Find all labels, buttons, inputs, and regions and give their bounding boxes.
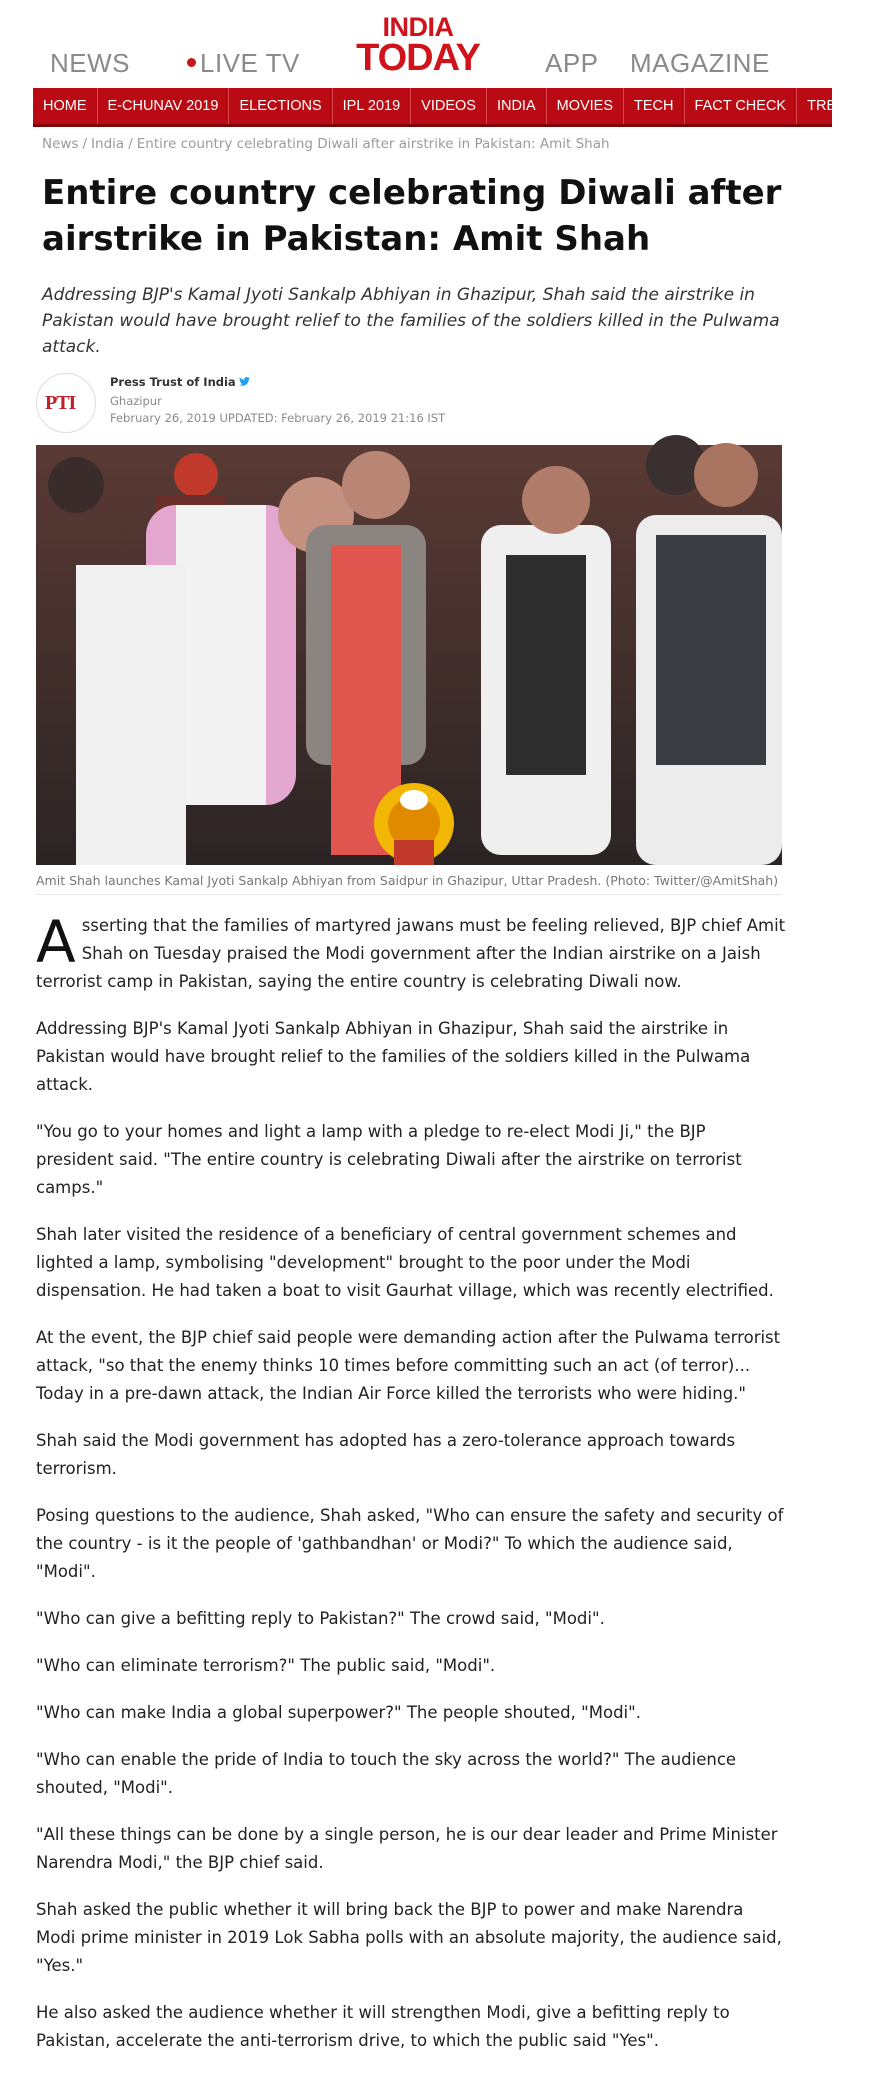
nav-item-fact-check[interactable]: FACT CHECK <box>685 88 798 124</box>
paragraph-9: "Who can eliminate terrorism?" The public said, "Modi". <box>36 1656 496 1675</box>
nav-item-trending[interactable]: TRENDING <box>807 98 883 114</box>
india-today-logo[interactable] <box>346 14 490 77</box>
main-navigation <box>33 88 883 127</box>
paragraph-10: "Who can make India a global superpower?" The people shouted, "Modi". <box>36 1703 641 1722</box>
paragraph-8: "Who can give a befitting reply to Pakistan?" The crowd said, "Modi". <box>36 1609 605 1628</box>
nav-item-tech[interactable]: TECH <box>624 88 684 124</box>
nav-app-link[interactable]: APP <box>545 48 599 78</box>
paragraph-11: "Who can enable the pride of India to touch the sky across the world?" The audience shouted, "Modi". <box>36 1750 737 1797</box>
paragraph-4: Shah later visited the residence of a beneficiary of central government schemes and lighted a lamp, symbolising "development" brought to the poor under the Modi dispensation. He had taken a boat to visit Gaurhat village, which was recently electrified. <box>36 1225 774 1300</box>
nav-magazine-link[interactable]: MAGAZINE <box>630 48 770 78</box>
breadcrumb-india[interactable]: India <box>91 136 125 152</box>
caption-divider <box>36 894 782 895</box>
nav-item-home[interactable]: HOME <box>33 88 98 124</box>
article-byline <box>36 373 736 437</box>
nav-item-india[interactable]: INDIA <box>487 88 547 124</box>
photo-caption: Amit Shah launches Kamal Jyoti Sankalp Abhiyan from Saidpur in Ghazipur, Uttar Pradesh. (Photo: Twitter/@AmitShah) <box>36 873 779 888</box>
paragraph-5: At the event, the BJP chief said people were demanding action after the Pulwama terrorist attack, "so that the enemy thinks 10 times before committing such an act (of terror)... Today in a pre-dawn attack, the Indian Air Force killed the terrorists who were hiding." <box>36 1328 781 1403</box>
logo-line-2: TODAY <box>356 37 480 79</box>
author-name: Press Trust of India <box>110 375 236 389</box>
article-body <box>36 908 786 2074</box>
paragraph-6: Shah said the Modi government has adopted has a zero-tolerance approach towards terrorism. <box>36 1431 736 1478</box>
nav-item-movies[interactable]: MOVIES <box>547 88 624 124</box>
paragraph-14: He also asked the audience whether it will strengthen Modi, give a befitting reply to Pakistan, accelerate the anti-terrorism drive, to which the public said "Yes". <box>36 2003 730 2050</box>
nav-item-ipl[interactable]: IPL 2019 <box>333 88 412 124</box>
article-dates: February 26, 2019 UPDATED: February 26, 2019 21:16 IST <box>110 411 446 425</box>
nav-news-link[interactable]: NEWS <box>50 48 130 78</box>
article-location: Ghazipur <box>110 394 162 408</box>
nav-item-elections[interactable]: ELECTIONS <box>229 88 332 124</box>
nav-live-tv-link[interactable] <box>187 48 300 79</box>
live-dot-icon <box>187 58 196 67</box>
paragraph-2: Addressing BJP's Kamal Jyoti Sankalp Abhiyan in Ghazipur, Shah said the airstrike in Pakistan would have brought relief to the families of the soldiers killed in the Pulwama attack. <box>36 1019 751 1094</box>
paragraph-13: Shah asked the public whether it will bring back the BJP to power and make Narendra Modi prime minister in 2019 Lok Sabha polls with an absolute majority, the audience said, "Yes." <box>36 1900 782 1975</box>
drop-cap: A <box>36 908 76 976</box>
author-avatar[interactable] <box>36 373 96 433</box>
paragraph-1-text: sserting that the families of martyred jawans must be feeling relieved, BJP chief Amit Shah on Tuesday praised the Modi government after the Indian airstrike on a Jaish terrorist camp in Pakistan, saying the entire country is celebrating Diwali now. <box>36 916 786 991</box>
author-name-row[interactable] <box>110 375 250 389</box>
nav-item-videos[interactable]: VIDEOS <box>411 88 487 124</box>
logo-line-1: INDIA <box>382 12 454 42</box>
paragraph-3: "You go to your homes and light a lamp with a pledge to re-elect Modi Ji," the BJP president said. "The entire country is celebrating Diwali after the airstrike on terrorist camps." <box>36 1122 742 1197</box>
paragraph-1 <box>36 908 786 996</box>
pti-logo: PTI <box>45 392 76 414</box>
paragraph-12: "All these things can be done by a single person, he is our dear leader and Prime Minister Narendra Modi," the BJP chief said. <box>36 1825 778 1872</box>
twitter-icon[interactable] <box>239 376 250 389</box>
article-summary: Addressing BJP's Kamal Jyoti Sankalp Abhiyan in Ghazipur, Shah said the airstrike in Pakistan would have brought relief to the families of the soldiers killed in the Pulwama attack. <box>42 285 780 357</box>
nav-item-e-chunav[interactable]: E-CHUNAV 2019 <box>98 88 230 124</box>
breadcrumb: News / India / Entire country celebrating Diwali after airstrike in Pakistan: Amit Shah <box>42 136 610 152</box>
article-headline: Entire country celebrating Diwali after airstrike in Pakistan: Amit Shah <box>42 173 782 259</box>
article-photo[interactable] <box>36 445 782 865</box>
paragraph-7: Posing questions to the audience, Shah asked, "Who can ensure the safety and security of the country - is it the people of 'gathbandhan' or Modi?" To which the audience said, "Modi". <box>36 1506 784 1581</box>
photo-illustration <box>36 445 782 865</box>
breadcrumb-current: Entire country celebrating Diwali after airstrike in Pakistan: Amit Shah <box>136 136 610 152</box>
top-header <box>0 0 869 86</box>
breadcrumb-news[interactable]: News <box>42 136 79 152</box>
live-tv-label: LIVE TV <box>200 48 300 78</box>
